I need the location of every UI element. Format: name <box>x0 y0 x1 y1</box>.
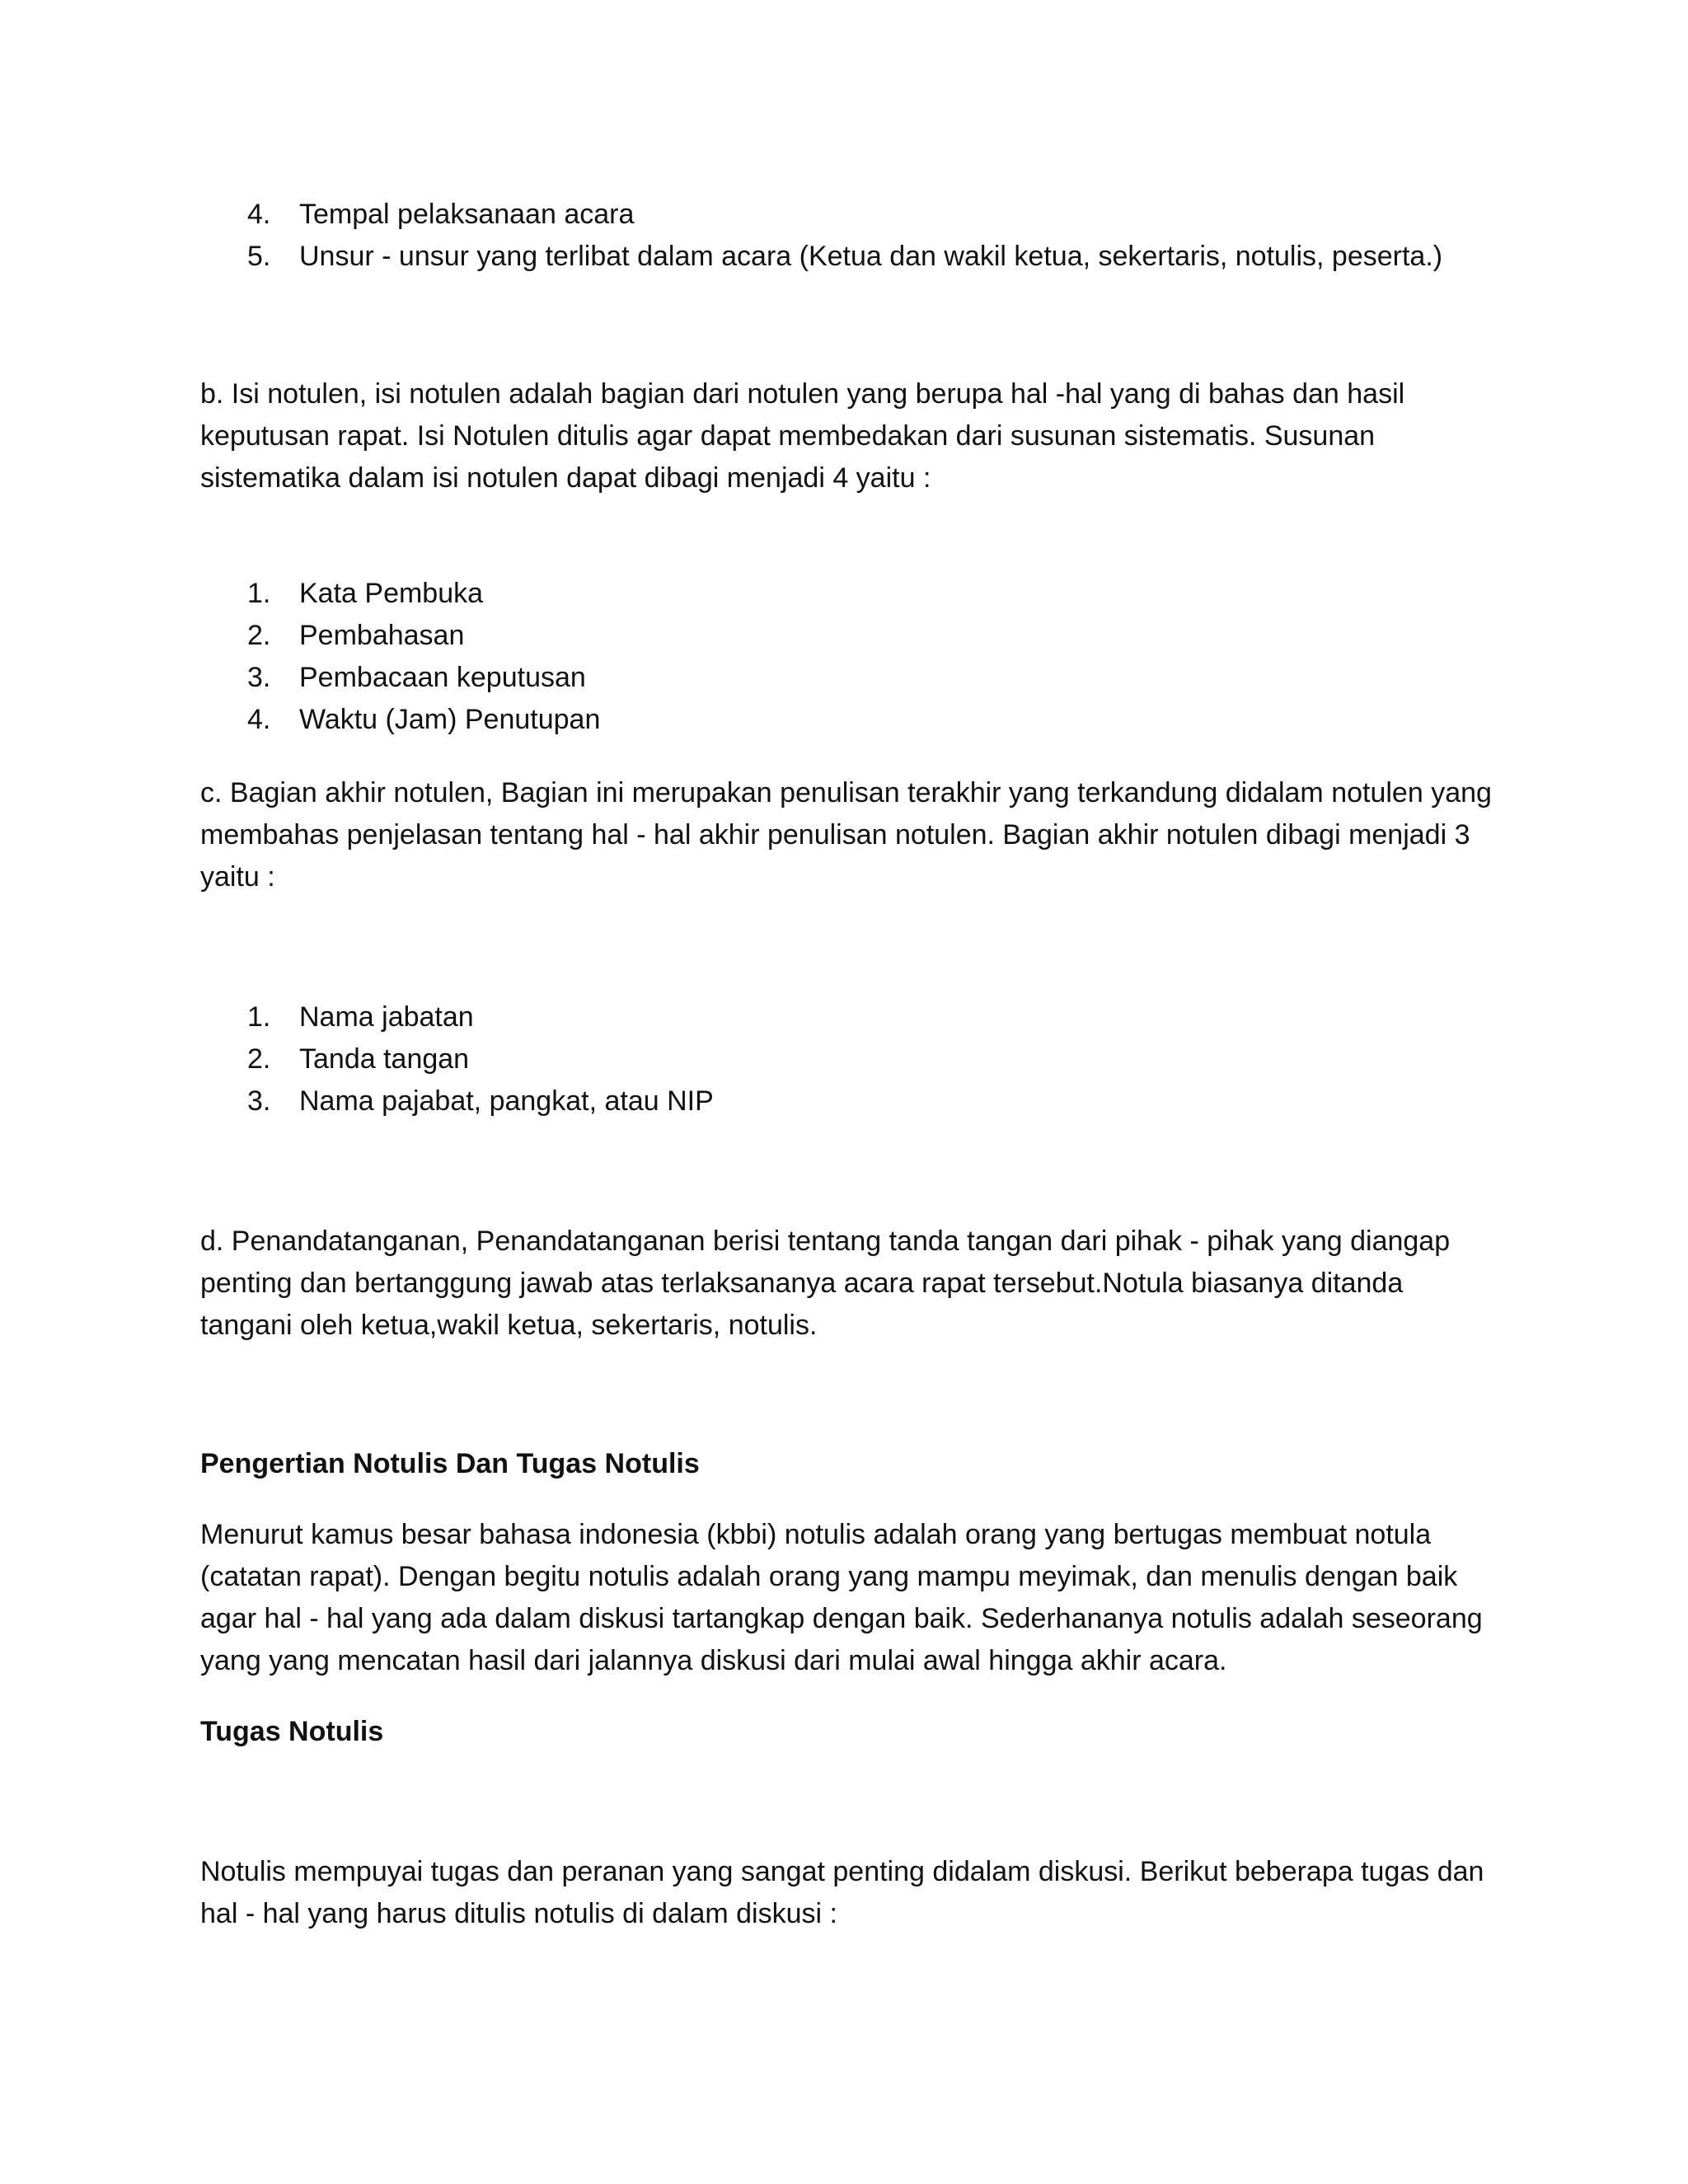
list-item-number: 3. <box>247 1085 271 1117</box>
paragraph-line: c. Bagian akhir notulen, Bagian ini merupakan penulisan terakhir yang terkandung didalam notulen yang <box>200 777 1492 808</box>
list-item-number: 4. <box>247 704 271 735</box>
paragraph-line: d. Penandatanganan, Penandatanganan berisi tentang tanda tangan dari pihak - pihak yang diangap <box>200 1226 1451 1257</box>
list-item-text: Pembacaan keputusan <box>299 662 586 693</box>
list-item-number: 5. <box>247 241 271 272</box>
list-item-text: Nama jabatan <box>299 1001 474 1033</box>
paragraph-line: agar hal - hal yang ada dalam diskusi tartangkap dengan baik. Sederhananya notulis adalah seseorang <box>200 1603 1483 1634</box>
paragraph-line: hal - hal yang harus ditulis notulis di dalam diskusi : <box>200 1898 837 1929</box>
paragraph-line: (catatan rapat). Dengan begitu notulis adalah orang yang mampu meyimak, dan menulis dengan baik <box>200 1561 1458 1592</box>
paragraph-line: sistematika dalam isi notulen dapat dibagi menjadi 4 yaitu : <box>200 462 931 494</box>
paragraph-line: membahas penjelasan tentang hal - hal akhir penulisan notulen. Bagian akhir notulen dibagi menjadi 3 <box>200 819 1470 851</box>
list-item-number: 1. <box>247 1001 271 1033</box>
paragraph-line: b. Isi notulen, isi notulen adalah bagian dari notulen yang berupa hal -hal yang di bahas dan hasil <box>200 378 1405 410</box>
section-heading: Pengertian Notulis Dan Tugas Notulis <box>200 1448 700 1479</box>
list-item-number: 2. <box>247 620 271 651</box>
list-item-text: Tempal pelaksanaan acara <box>299 199 635 230</box>
list-item-text: Waktu (Jam) Penutupan <box>299 704 601 735</box>
paragraph-line: yaitu : <box>200 861 275 893</box>
section-heading: Tugas Notulis <box>200 1716 384 1747</box>
list-item-number: 3. <box>247 662 271 693</box>
paragraph-line: penting dan bertanggung jawab atas terlaksananya acara rapat tersebut.Notula biasanya ditanda <box>200 1268 1404 1299</box>
list-item-text: Unsur - unsur yang terlibat dalam acara (Ketua dan wakil ketua, sekertaris, notulis, peserta.) <box>299 241 1443 272</box>
paragraph-line: tangani oleh ketua,wakil ketua, sekertaris, notulis. <box>200 1310 818 1341</box>
list-item-text: Tanda tangan <box>299 1043 470 1075</box>
list-item-number: 2. <box>247 1043 271 1075</box>
list-item-text: Pembahasan <box>299 620 465 651</box>
list-item-text: Kata Pembuka <box>299 578 484 609</box>
paragraph-line: yang yang mencatan hasil dari jalannya diskusi dari mulai awal hingga akhir acara. <box>200 1645 1227 1676</box>
list-item-number: 1. <box>247 578 271 609</box>
paragraph-line: keputusan rapat. Isi Notulen ditulis agar dapat membedakan dari susunan sistematis. Susunan <box>200 420 1376 452</box>
list-item-text: Nama pajabat, pangkat, atau NIP <box>299 1085 714 1117</box>
list-item-number: 4. <box>247 199 271 230</box>
paragraph-line: Notulis mempuyai tugas dan peranan yang sangat penting didalam diskusi. Berikut beberapa tugas dan <box>200 1856 1484 1887</box>
paragraph-line: Menurut kamus besar bahasa indonesia (kbbi) notulis adalah orang yang bertugas membuat notula <box>200 1519 1432 1550</box>
